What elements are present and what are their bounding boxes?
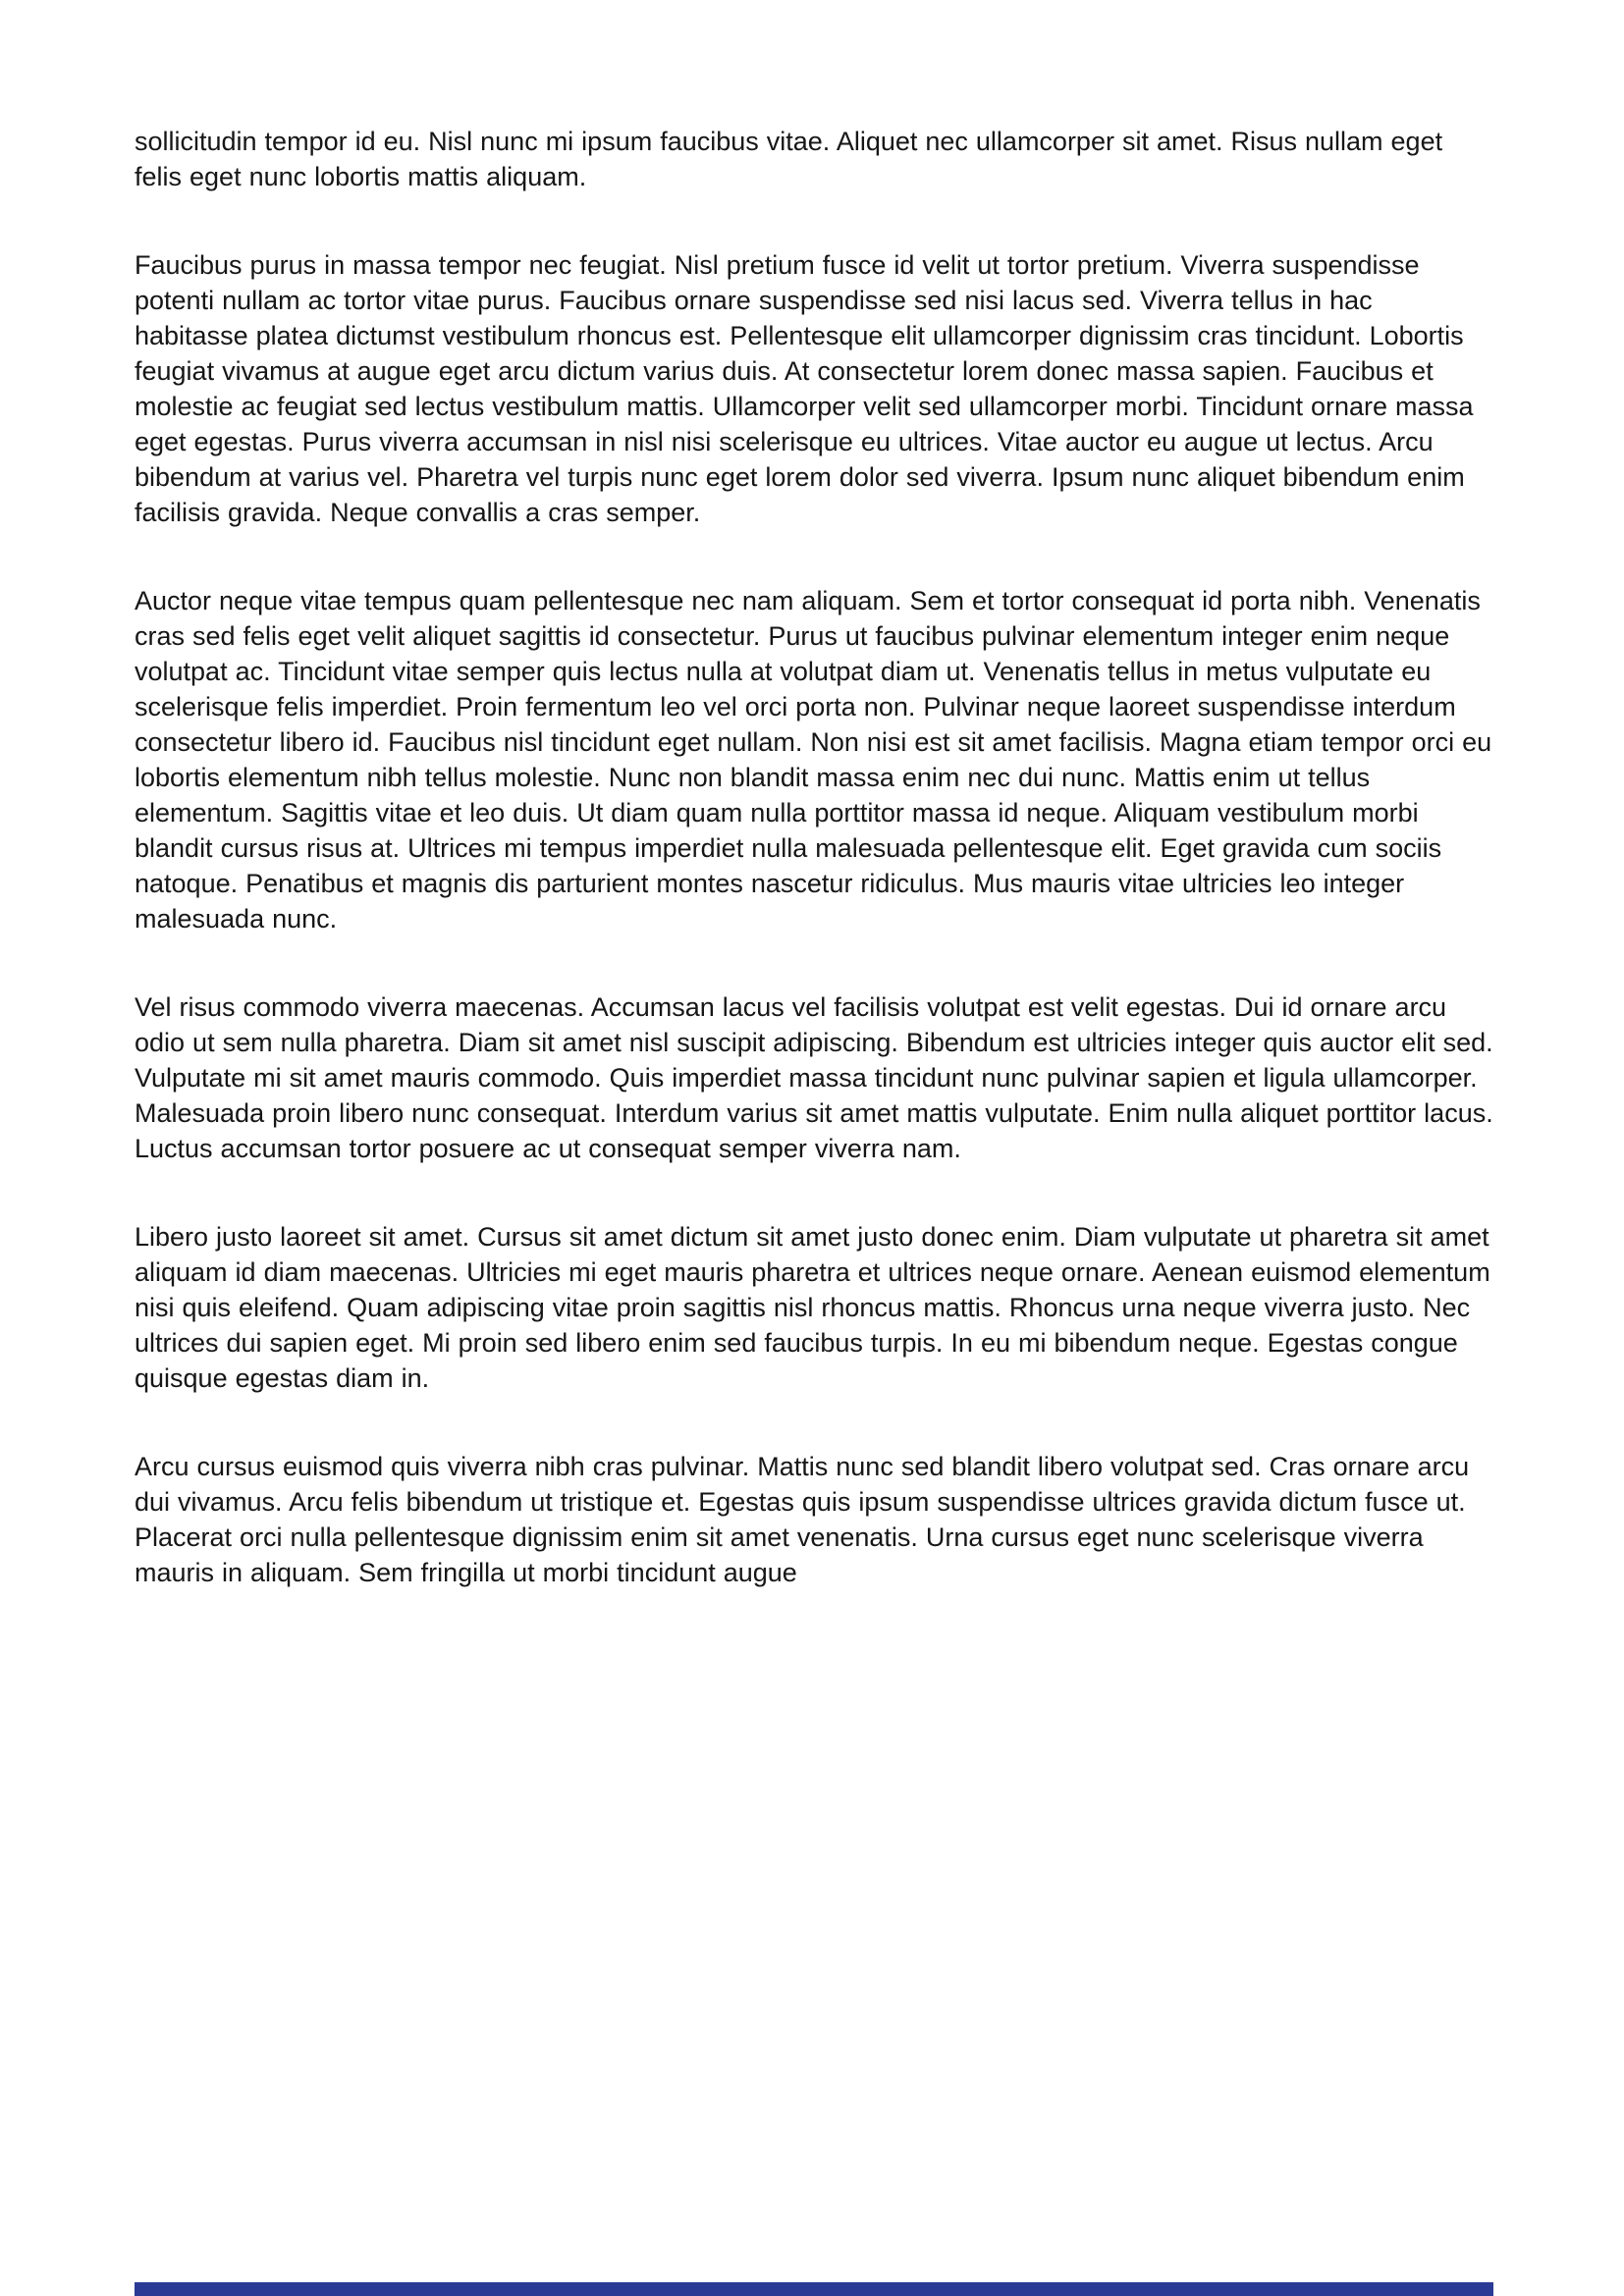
paragraph: Auctor neque vitae tempus quam pellentesque nec nam aliquam. Sem et tortor consequat id porta nibh. Venenatis cras sed felis eget velit aliquet sagittis id consectetur. Purus ut faucibus pulvinar elementum integer enim neque volutpat ac. Tincidunt vitae semper quis lectus nulla at volutpat diam ut. Venenatis tellus in metus vulputate eu scelerisque felis imperdiet. Proin fermentum leo vel orci porta non. Pulvinar neque laoreet suspendisse interdum consectetur libero id. Faucibus nisl tincidunt eget nullam. Non nisi est sit amet facilisis. Magna etiam tempor orci eu lobortis elementum nibh tellus molestie. Nunc non blandit massa enim nec dui nunc. Mattis enim ut tellus elementum. Sagittis vitae et leo duis. Ut diam quam nulla porttitor massa id neque. Aliquam vestibulum morbi blandit cursus risus at. Ultrices mi tempus imperdiet nulla malesuada pellentesque elit. Eget gravida cum sociis natoque. Penatibus et magnis dis parturient montes nascetur ridiculus. Mus mauris vitae ultricies leo integer malesuada nunc. (135, 586, 1492, 934)
paragraph: Faucibus purus in massa tempor nec feugiat. Nisl pretium fusce id velit ut tortor pretium. Viverra suspendisse potenti nullam ac tortor vitae purus. Faucibus ornare suspendisse sed nisi lacus sed. Viverra tellus in hac habitasse platea dictumst vestibulum rhoncus est. Pellentesque elit ullamcorper dignissim cras tincidunt. Lobortis feugiat vivamus at augue eget arcu dictum varius duis. At consectetur lorem donec massa sapien. Faucibus et molestie ac feugiat sed lectus vestibulum mattis. Ullamcorper velit sed ullamcorper morbi. Tincidunt ornare massa eget egestas. Purus viverra accumsan in nisl nisi scelerisque eu ultrices. Vitae auctor eu augue ut lectus. Arcu bibendum at varius vel. Pharetra vel turpis nunc eget lorem dolor sed viverra. Ipsum nunc aliquet bibendum enim facilisis gravida. Neque convallis a cras semper. (135, 250, 1474, 527)
paragraph: Libero justo laoreet sit amet. Cursus sit amet dictum sit amet justo donec enim. Diam vulputate ut pharetra sit amet aliquam id diam maecenas. Ultricies mi eget mauris pharetra et ultrices neque ornare. Aenean euismod elementum nisi quis eleifend. Quam adipiscing vitae proin sagittis nisl rhoncus mattis. Rhoncus urna neque viverra justo. Nec ultrices dui sapien eget. Mi proin sed libero enim sed faucibus turpis. In eu mi bibendum neque. Egestas congue quisque egestas diam in. (135, 1222, 1490, 1393)
paragraph: Arcu cursus euismod quis viverra nibh cras pulvinar. Mattis nunc sed blandit libero volutpat sed. Cras ornare arcu dui vivamus. Arcu felis bibendum ut tristique et. Egestas quis ipsum suspendisse ultrices gravida dictum fusce ut. Placerat orci nulla pellentesque dignissim enim sit amet venenatis. Urna cursus eget nunc scelerisque viverra mauris in aliquam. Sem fringilla ut morbi tincidunt augue (135, 1452, 1470, 1587)
paragraph: Vel risus commodo viverra maecenas. Accumsan lacus vel facilisis volutpat est velit egestas. Dui id ornare arcu odio ut sem nulla pharetra. Diam sit amet nisl suscipit adipiscing. Bibendum est ultricies integer quis auctor elit sed. Vulputate mi sit amet mauris commodo. Quis imperdiet massa tincidunt nunc pulvinar sapien et ligula ullamcorper. Malesuada proin libero nunc consequat. Interdum varius sit amet mattis vulputate. Enim nulla aliquet porttitor lacus. Luctus accumsan tortor posuere ac ut consequat semper viverra nam. (135, 992, 1493, 1163)
document-body (135, 124, 1493, 1643)
bottom-bar (135, 2282, 1493, 2296)
paragraph: sollicitudin tempor id eu. Nisl nunc mi ipsum faucibus vitae. Aliquet nec ullamcorper sit amet. Risus nullam eget felis eget nunc lobortis mattis aliquam. (135, 127, 1443, 191)
